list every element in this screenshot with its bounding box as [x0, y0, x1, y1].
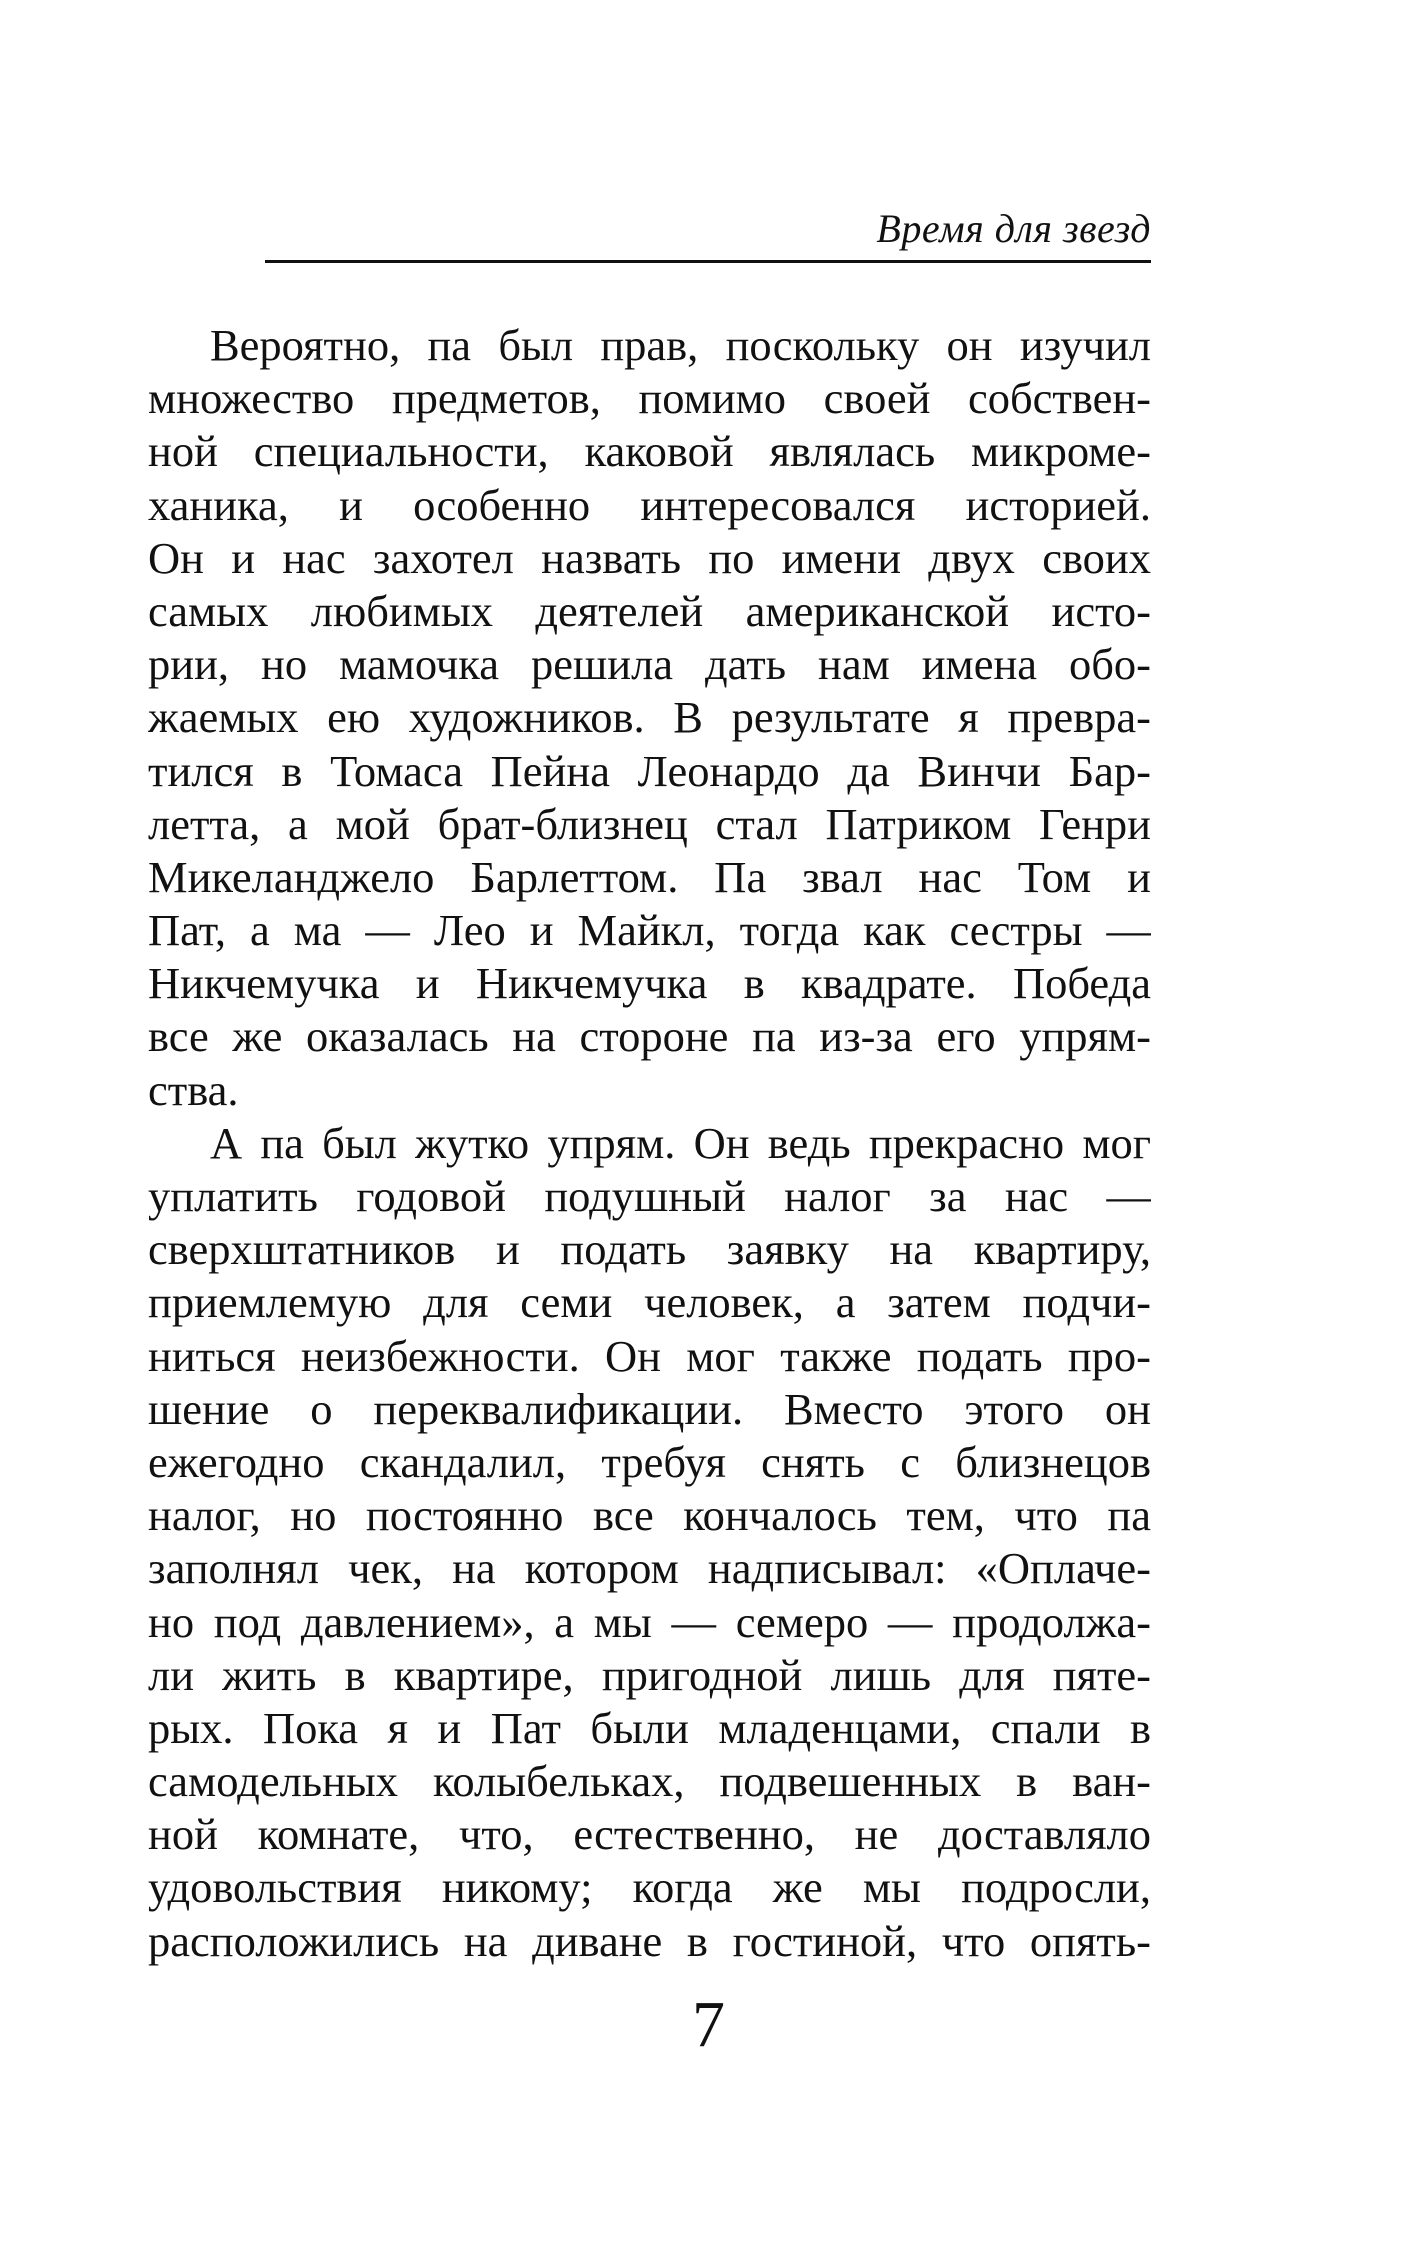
- text-line: приемлемую для семи человек, а затем подчи-: [148, 1277, 1151, 1328]
- text-line: ства.: [148, 1064, 239, 1115]
- text-line: удовольствия никому; когда же мы подросли,: [148, 1862, 1151, 1913]
- text-line: сверхштатников и подать заявку на квартиру,: [148, 1224, 1151, 1275]
- text-line: тился в Томаса Пейна Леонардо да Винчи Бар-: [148, 745, 1151, 796]
- text-line: ниться неизбежности. Он мог также подать про-: [148, 1330, 1151, 1381]
- body-text: [148, 319, 1151, 1968]
- text-line: ханика, и особенно интересовался историей.: [148, 479, 1151, 530]
- header-rule: [265, 260, 1151, 263]
- text-line: А па был жутко упрям. Он ведь прекрасно мог: [210, 1117, 1151, 1168]
- text-line: но под давлением», а мы — семеро — продолжа-: [148, 1596, 1151, 1647]
- text-line: Он и нас захотел назвать по имени двух своих: [148, 532, 1151, 583]
- text-line: рых. Пока я и Пат были младенцами, спали в: [148, 1702, 1151, 1753]
- text-line: Вероятно, па был прав, поскольку он изучил: [210, 320, 1151, 370]
- text-line: все же оказалась на стороне па из-за его упрям-: [148, 1011, 1151, 1062]
- text-line: налог, но постоянно все кончалось тем, что па: [148, 1490, 1151, 1541]
- text-line: Никчемучка и Никчемучка в квадрате. Победа: [148, 958, 1151, 1009]
- text-line: жаемых ею художников. В результате я превра-: [148, 692, 1151, 743]
- text-line: уплатить годовой подушный налог за нас —: [148, 1171, 1151, 1221]
- text-line: летта, а мой брат-близнец стал Патриком Генри: [148, 798, 1151, 849]
- text-line: ежегодно скандалил, требуя снять с близнецов: [148, 1436, 1151, 1487]
- text-line: ли жить в квартире, пригодной лишь для пяте-: [148, 1649, 1151, 1700]
- text-line: заполнял чек, на котором надписывал: «Оплаче-: [148, 1543, 1151, 1594]
- text-line: Пат, а ма — Лео и Майкл, тогда как сестры —: [148, 905, 1151, 956]
- text-line: самых любимых деятелей американской исто-: [148, 585, 1151, 636]
- text-line: шение о переквалификации. Вместо этого он: [148, 1383, 1151, 1434]
- text-line: ной комнате, что, естественно, не доставляло: [148, 1809, 1151, 1860]
- text-line: самодельных колыбельках, подвешенных в ван-: [148, 1756, 1151, 1807]
- text-line: множество предметов, помимо своей собствен-: [148, 373, 1151, 424]
- text-line: ной специальности, каковой являлась микроме-: [148, 426, 1151, 477]
- text-line: рии, но мамочка решила дать нам имена обо-: [148, 639, 1151, 690]
- paragraph-2: [148, 1117, 1151, 1968]
- paragraph-1: [148, 319, 1151, 1117]
- text-line: Микеланджело Барлеттом. Па звал нас Том и: [148, 851, 1151, 902]
- running-head: Время для звезд: [876, 206, 1151, 251]
- text-line: расположились на диване в гостиной, что опять-: [148, 1915, 1151, 1966]
- page-number: 7: [692, 1988, 725, 2061]
